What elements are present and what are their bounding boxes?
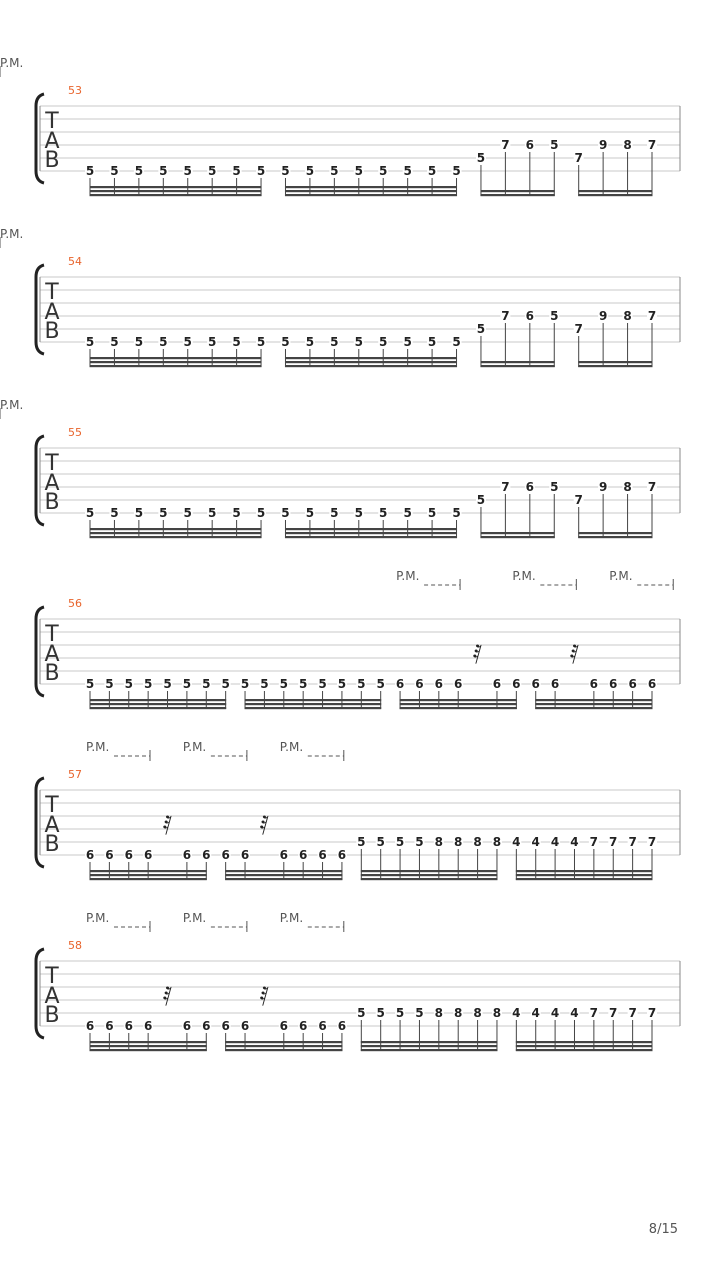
fret-number: 5 <box>415 835 424 849</box>
beam <box>285 186 457 188</box>
fret-number: 7 <box>609 1006 618 1020</box>
tab-system-58 <box>36 911 680 1051</box>
palm-mute-label: P.M. <box>86 740 110 754</box>
fret-number: 5 <box>330 164 339 178</box>
beam <box>516 878 653 880</box>
fret-number: 8 <box>623 138 632 152</box>
measure-number: 54 <box>68 255 82 268</box>
tab-clef-t: T <box>45 622 59 647</box>
fret-number: 5 <box>159 164 168 178</box>
fret-number: 5 <box>305 506 315 520</box>
fret-number: 5 <box>395 835 405 849</box>
fret-number: 5 <box>159 335 168 349</box>
fret-number: 5 <box>305 335 315 349</box>
fret-number: 7 <box>628 1006 637 1020</box>
measure-number: 57 <box>68 768 82 781</box>
beam <box>535 703 652 705</box>
fret-number: 6 <box>182 848 192 862</box>
fret-number: 7 <box>647 480 657 494</box>
beam <box>90 528 262 530</box>
fret-number: 5 <box>85 506 95 520</box>
fret-number: 4 <box>512 1006 521 1020</box>
palm-mute-label: P.M. <box>396 569 420 583</box>
fret-number: 6 <box>105 1019 114 1033</box>
palm-mute-label: P.M. <box>182 911 207 925</box>
beam <box>361 1049 498 1051</box>
beam <box>90 707 227 709</box>
fret-number: 5 <box>256 335 266 349</box>
fret-number: 5 <box>163 677 172 691</box>
tab-clef-t: T <box>45 109 59 134</box>
fret-number: 5 <box>476 151 486 165</box>
beam <box>535 707 652 709</box>
beam <box>361 1045 498 1047</box>
measure-number: 55 <box>68 426 82 439</box>
fret-number: 5 <box>550 138 559 152</box>
fret-number: 6 <box>434 677 444 691</box>
fret-number: 5 <box>85 677 95 691</box>
tab-clef-t: T <box>45 451 59 476</box>
palm-mute-label: P.M. <box>0 227 24 241</box>
beam <box>480 365 554 367</box>
fret-number: 9 <box>598 480 608 494</box>
beam <box>90 878 207 880</box>
beam <box>285 365 457 367</box>
fret-number: 5 <box>337 677 347 691</box>
beam <box>90 194 262 196</box>
tab-clef-a: A <box>44 300 60 325</box>
fret-number: 9 <box>598 138 608 152</box>
fret-number: 5 <box>124 677 133 691</box>
fret-number: 6 <box>609 677 618 691</box>
tab-system-57 <box>36 740 680 880</box>
fret-number: 6 <box>337 1019 347 1033</box>
measure-number: 58 <box>68 939 82 952</box>
beam <box>285 528 457 530</box>
beam <box>90 870 207 872</box>
beam <box>578 190 652 192</box>
fret-number: 5 <box>134 335 144 349</box>
fret-number: 4 <box>570 1006 579 1020</box>
fret-number: 8 <box>473 835 482 849</box>
fret-number: 5 <box>550 309 559 323</box>
beam <box>480 190 554 192</box>
fret-number: 5 <box>221 677 230 691</box>
beam <box>90 1049 207 1051</box>
fret-number: 6 <box>221 848 230 862</box>
beam <box>361 870 498 872</box>
fret-number: 6 <box>395 677 405 691</box>
tab-clef-a: A <box>44 129 60 154</box>
beam <box>400 703 517 705</box>
beam <box>361 878 498 880</box>
fret-number: 5 <box>452 335 461 349</box>
beam <box>535 699 652 701</box>
beam <box>285 532 457 534</box>
fret-number: 5 <box>357 835 366 849</box>
fret-number: 6 <box>279 848 288 862</box>
palm-mute-label: P.M. <box>279 740 304 754</box>
fret-number: 5 <box>134 164 144 178</box>
tab-clef-b: B <box>44 1003 60 1028</box>
fret-number: 6 <box>240 1019 250 1033</box>
beam <box>90 532 262 534</box>
beam <box>361 1041 498 1043</box>
fret-number: 7 <box>589 835 599 849</box>
fret-number: 6 <box>531 677 540 691</box>
fret-number: 5 <box>240 677 250 691</box>
fret-number: 5 <box>379 335 388 349</box>
beam <box>516 1045 653 1047</box>
fret-number: 5 <box>182 677 192 691</box>
fret-number: 6 <box>415 677 424 691</box>
tab-clef-a: A <box>44 813 60 838</box>
fret-number: 5 <box>281 164 290 178</box>
fret-number: 5 <box>376 835 385 849</box>
beam <box>245 703 382 705</box>
fret-number: 6 <box>298 1019 308 1033</box>
fret-number: 4 <box>531 835 540 849</box>
fret-number: 5 <box>318 677 327 691</box>
fret-number: 5 <box>354 506 363 520</box>
fret-number: 9 <box>598 309 608 323</box>
fret-number: 6 <box>105 848 114 862</box>
fret-number: 5 <box>281 335 290 349</box>
fret-number: 5 <box>281 506 290 520</box>
fret-number: 5 <box>159 506 168 520</box>
fret-number: 5 <box>379 164 388 178</box>
fret-number: 5 <box>298 677 308 691</box>
fret-number: 7 <box>647 1006 657 1020</box>
fret-number: 6 <box>512 677 521 691</box>
beam <box>480 361 554 363</box>
palm-mute-label: P.M. <box>86 911 110 925</box>
beam <box>90 190 262 192</box>
fret-number: 5 <box>379 506 388 520</box>
fret-number: 7 <box>501 138 510 152</box>
fret-number: 5 <box>134 506 144 520</box>
beam <box>516 874 653 876</box>
fret-number: 5 <box>376 677 385 691</box>
fret-number: 8 <box>492 835 502 849</box>
beam <box>480 536 554 538</box>
beam <box>400 707 517 709</box>
fret-number: 4 <box>570 835 579 849</box>
palm-mute-label: P.M. <box>0 398 24 412</box>
beam <box>480 532 554 534</box>
beam <box>90 186 262 188</box>
fret-number: 4 <box>512 835 521 849</box>
fret-number: 5 <box>403 164 412 178</box>
fret-number: 5 <box>476 493 486 507</box>
tab-system-54 <box>0 227 680 367</box>
fret-number: 8 <box>623 480 632 494</box>
tab-clef-t: T <box>45 280 59 305</box>
beam <box>225 1049 342 1051</box>
tab-clef-t: T <box>45 964 59 989</box>
fret-number: 4 <box>531 1006 540 1020</box>
beam <box>480 194 554 196</box>
fret-number: 6 <box>318 848 327 862</box>
fret-number: 5 <box>207 335 217 349</box>
fret-number: 5 <box>110 335 119 349</box>
fret-number: 5 <box>85 335 95 349</box>
beam <box>90 365 262 367</box>
tab-clef-b: B <box>44 490 60 515</box>
fret-number: 5 <box>550 480 559 494</box>
tab-system-56 <box>36 569 680 709</box>
tab-clef-b: B <box>44 148 60 173</box>
fret-number: 5 <box>202 677 211 691</box>
tab-system-55 <box>0 398 680 538</box>
fret-number: 7 <box>609 835 618 849</box>
beam <box>225 874 342 876</box>
fret-number: 6 <box>454 677 463 691</box>
fret-number: 7 <box>574 151 583 165</box>
fret-number: 5 <box>143 677 153 691</box>
fret-number: 5 <box>357 1006 366 1020</box>
fret-number: 6 <box>492 677 502 691</box>
fret-number: 8 <box>434 835 444 849</box>
beam <box>578 194 652 196</box>
fret-number: 5 <box>330 506 339 520</box>
beam <box>225 878 342 880</box>
tab-clef-b: B <box>44 319 60 344</box>
fret-number: 7 <box>647 309 657 323</box>
fret-number: 7 <box>501 480 510 494</box>
fret-number: 5 <box>427 164 437 178</box>
fret-number: 8 <box>623 309 632 323</box>
tab-clef-a: A <box>44 471 60 496</box>
fret-number: 5 <box>110 164 119 178</box>
rest-sixteenth: 𝅀 <box>472 640 483 670</box>
fret-number: 5 <box>305 164 315 178</box>
beam <box>578 536 652 538</box>
fret-number: 6 <box>647 677 657 691</box>
fret-number: 7 <box>647 835 657 849</box>
fret-number: 5 <box>354 164 363 178</box>
beam <box>225 1041 342 1043</box>
beam <box>225 870 342 872</box>
fret-number: 5 <box>354 335 363 349</box>
fret-number: 6 <box>85 848 95 862</box>
beam <box>516 1041 653 1043</box>
fret-number: 6 <box>589 677 599 691</box>
fret-number: 5 <box>260 677 269 691</box>
fret-number: 6 <box>202 848 211 862</box>
fret-number: 6 <box>143 848 153 862</box>
rest-sixteenth: 𝅀 <box>162 811 173 841</box>
tab-clef-a: A <box>44 642 60 667</box>
fret-number: 7 <box>501 309 510 323</box>
fret-number: 6 <box>525 309 535 323</box>
palm-mute-label: P.M. <box>609 569 633 583</box>
page-number: 8/15 <box>648 1222 678 1237</box>
beam <box>90 357 262 359</box>
beam <box>400 699 517 701</box>
fret-number: 6 <box>85 1019 95 1033</box>
fret-number: 6 <box>298 848 308 862</box>
tab-clef-t: T <box>45 793 59 818</box>
fret-number: 6 <box>550 677 560 691</box>
beam <box>285 194 457 196</box>
fret-number: 5 <box>110 506 119 520</box>
fret-number: 5 <box>279 677 288 691</box>
fret-number: 6 <box>525 480 535 494</box>
tab-clef-a: A <box>44 984 60 1009</box>
fret-number: 6 <box>182 1019 192 1033</box>
rest-sixteenth: 𝅀 <box>162 982 173 1012</box>
tab-clef-b: B <box>44 661 60 686</box>
beam <box>285 361 457 363</box>
rest-sixteenth: 𝅀 <box>259 982 270 1012</box>
beam <box>516 870 653 872</box>
beam <box>285 357 457 359</box>
beam <box>516 1049 653 1051</box>
beam <box>245 699 382 701</box>
fret-number: 5 <box>415 1006 424 1020</box>
beam <box>285 190 457 192</box>
measure-number: 56 <box>68 597 82 610</box>
beam <box>90 536 262 538</box>
fret-number: 8 <box>454 835 463 849</box>
fret-number: 8 <box>454 1006 463 1020</box>
beam <box>578 361 652 363</box>
beam <box>90 1041 207 1043</box>
tab-system-53 <box>0 56 680 196</box>
fret-number: 6 <box>124 1019 133 1033</box>
fret-number: 5 <box>183 164 192 178</box>
fret-number: 5 <box>207 164 217 178</box>
fret-number: 5 <box>452 506 461 520</box>
fret-number: 5 <box>207 506 217 520</box>
fret-number: 5 <box>403 335 412 349</box>
fret-number: 5 <box>183 335 192 349</box>
fret-number: 7 <box>628 835 637 849</box>
beam <box>90 703 227 705</box>
fret-number: 5 <box>85 164 95 178</box>
beam <box>578 365 652 367</box>
beam <box>90 699 227 701</box>
measure-number: 53 <box>68 84 82 97</box>
fret-number: 6 <box>337 848 347 862</box>
palm-mute-label: P.M. <box>512 569 536 583</box>
fret-number: 8 <box>492 1006 502 1020</box>
fret-number: 7 <box>574 322 583 336</box>
fret-number: 6 <box>143 1019 153 1033</box>
fret-number: 5 <box>427 506 437 520</box>
beam <box>285 536 457 538</box>
fret-number: 5 <box>376 1006 385 1020</box>
fret-number: 6 <box>124 848 133 862</box>
fret-number: 7 <box>589 1006 599 1020</box>
fret-number: 7 <box>647 138 657 152</box>
fret-number: 6 <box>525 138 535 152</box>
fret-number: 8 <box>434 1006 444 1020</box>
fret-number: 5 <box>403 506 412 520</box>
beam <box>90 361 262 363</box>
beam <box>225 1045 342 1047</box>
fret-number: 7 <box>574 493 583 507</box>
fret-number: 6 <box>279 1019 288 1033</box>
fret-number: 6 <box>240 848 250 862</box>
fret-number: 8 <box>473 1006 482 1020</box>
fret-number: 5 <box>395 1006 405 1020</box>
fret-number: 5 <box>476 322 486 336</box>
fret-number: 6 <box>221 1019 230 1033</box>
fret-number: 5 <box>357 677 366 691</box>
fret-number: 5 <box>232 335 241 349</box>
rest-sixteenth: 𝅀 <box>259 811 270 841</box>
fret-number: 6 <box>202 1019 211 1033</box>
fret-number: 5 <box>256 506 266 520</box>
beam <box>90 1045 207 1047</box>
fret-number: 4 <box>550 1006 560 1020</box>
beam <box>245 707 382 709</box>
palm-mute-label: P.M. <box>0 56 24 70</box>
rest-sixteenth: 𝅀 <box>569 640 580 670</box>
palm-mute-label: P.M. <box>279 911 304 925</box>
beam <box>578 532 652 534</box>
fret-number: 5 <box>330 335 339 349</box>
fret-number: 5 <box>183 506 192 520</box>
fret-number: 5 <box>256 164 266 178</box>
fret-number: 5 <box>232 506 241 520</box>
fret-number: 6 <box>628 677 637 691</box>
fret-number: 6 <box>318 1019 327 1033</box>
fret-number: 5 <box>105 677 114 691</box>
tab-clef-b: B <box>44 832 60 857</box>
fret-number: 4 <box>550 835 560 849</box>
fret-number: 5 <box>427 335 437 349</box>
palm-mute-label: P.M. <box>182 740 207 754</box>
fret-number: 5 <box>232 164 241 178</box>
beam <box>361 874 498 876</box>
fret-number: 5 <box>452 164 461 178</box>
beam <box>90 874 207 876</box>
